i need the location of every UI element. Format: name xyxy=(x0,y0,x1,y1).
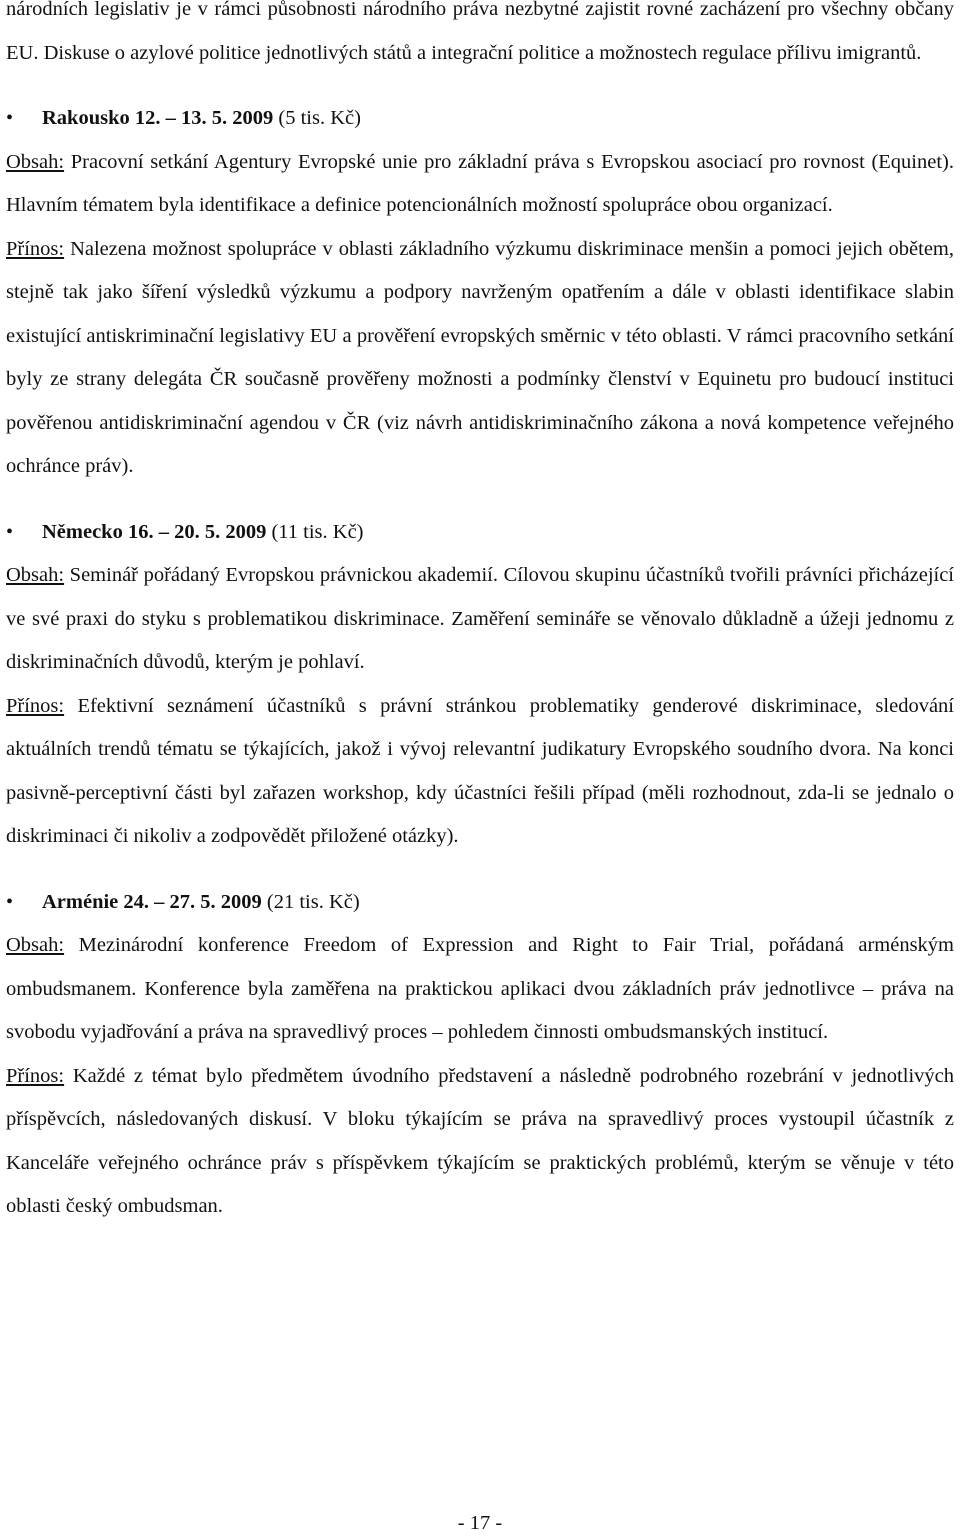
section-cost: (5 tis. Kč) xyxy=(273,107,361,129)
obsah-paragraph xyxy=(6,141,954,228)
obsah-label: Obsah: xyxy=(6,564,65,586)
section-rakousko xyxy=(6,97,954,489)
intro-paragraph: národních legislativ je v rámci působnosti národního práva nezbytné zajistit rovné zacházení pro všechny občany EU. Diskuse o azylové politice jednotlivých států a integrační politice a možnostech regulace přílivu imigrantů. xyxy=(6,0,954,64)
obsah-paragraph xyxy=(6,554,954,685)
obsah-label: Obsah: xyxy=(6,934,65,956)
section-armenie xyxy=(6,881,954,1229)
section-title: Německo 16. – 20. 5. 2009 xyxy=(42,520,267,543)
bullet-icon: • xyxy=(6,107,14,129)
section-title: Rakousko 12. – 13. 5. 2009 xyxy=(42,107,274,129)
spacer xyxy=(6,489,954,511)
section-heading xyxy=(6,97,954,141)
obsah-text: Pracovní setkání Agentury Evropské unie pro základní práva s Evropskou asociací pro rovnost (Equinet). Hlavním tématem byla identifikace a definice potencionálních možností spolupráce obou organizací. xyxy=(6,150,954,216)
obsah-paragraph xyxy=(6,924,954,1055)
section-cost: (11 tis. Kč) xyxy=(266,520,364,543)
section-heading xyxy=(6,511,954,555)
section-heading xyxy=(6,881,954,925)
document-page xyxy=(6,0,954,1229)
section-nemecko xyxy=(6,511,954,859)
spacer xyxy=(6,859,954,881)
obsah-label: Obsah: xyxy=(6,150,65,173)
prinos-text: Efektivní seznámení účastníků s právní stránkou problematiky genderové diskriminace, sledování aktuálních trendů tématu se týkajících, jakož i vývoj relevantní judikatury Evropského soudního dvora. Na konci pasivně-perceptivní části byl zařazen workshop, kdy účastníci řešili případ (měli rozhodnout, zda-li se jednalo o diskriminaci či nikoliv a zodpovědět přiložené otázky). xyxy=(6,694,954,847)
section-title: Arménie 24. – 27. 5. 2009 xyxy=(42,890,262,913)
obsah-text: Mezinárodní konference Freedom of Expression and Right to Fair Trial, pořádaná arménským ombudsmanem. Konference byla zaměřena na praktickou aplikaci dvou základních práv jednotlivce – práva na svobodu vyjadřování a práva na spravedlivý proces – pohledem činnosti ombudsmanských institucí. xyxy=(6,934,954,1043)
page-number: - 17 - xyxy=(457,1512,503,1534)
obsah-text: Seminář pořádaný Evropskou právnickou akademií. Cílovou skupinu účastníků tvořili právníci přicházející ve své praxi do styku s problematikou diskriminace. Zaměření semináře se věnovalo důkladně a úžeji jednomu z diskriminačních důvodů, kterým je pohlaví. xyxy=(6,564,954,673)
prinos-text: Nalezena možnost spolupráce v oblasti základního výzkumu diskriminace menšin a pomoci jejich obětem, stejně tak jako šíření výsledků výzkumu a podpory navrženým opatřením a dále v oblasti identifikace slabin existující antiskriminační legislativy EU a prověření evropských směrnic v této oblasti. V rámci pracovního setkání byly ze strany delegáta ČR současně prověřeny možnosti a podmínky členství v Equinetu pro budoucí instituci pověřenou antidiskriminační agendou v ČR (viz návrh antidiskriminačního zákona a nová kompetence veřejného ochránce práv). xyxy=(6,237,954,477)
prinos-label: Přínos: xyxy=(6,237,65,260)
prinos-paragraph xyxy=(6,228,954,489)
prinos-paragraph xyxy=(6,1055,954,1229)
spacer xyxy=(6,75,954,97)
prinos-text: Každé z témat bylo předmětem úvodního představení a následně podrobného rozebrání v jednotlivých příspěvcích, následovaných diskusí. V bloku týkajícím se práva na spravedlivý proces vystoupil účastník z Kanceláře veřejného ochránce práv s příspěvkem týkajícím se praktických problémů, kterým se věnuje v této oblasti český ombudsman. xyxy=(6,1064,954,1217)
prinos-paragraph xyxy=(6,685,954,859)
bullet-icon: • xyxy=(6,520,14,543)
prinos-label: Přínos: xyxy=(6,1064,65,1087)
bullet-icon: • xyxy=(6,890,14,913)
prinos-label: Přínos: xyxy=(6,694,65,717)
section-cost: (21 tis. Kč) xyxy=(261,890,360,913)
